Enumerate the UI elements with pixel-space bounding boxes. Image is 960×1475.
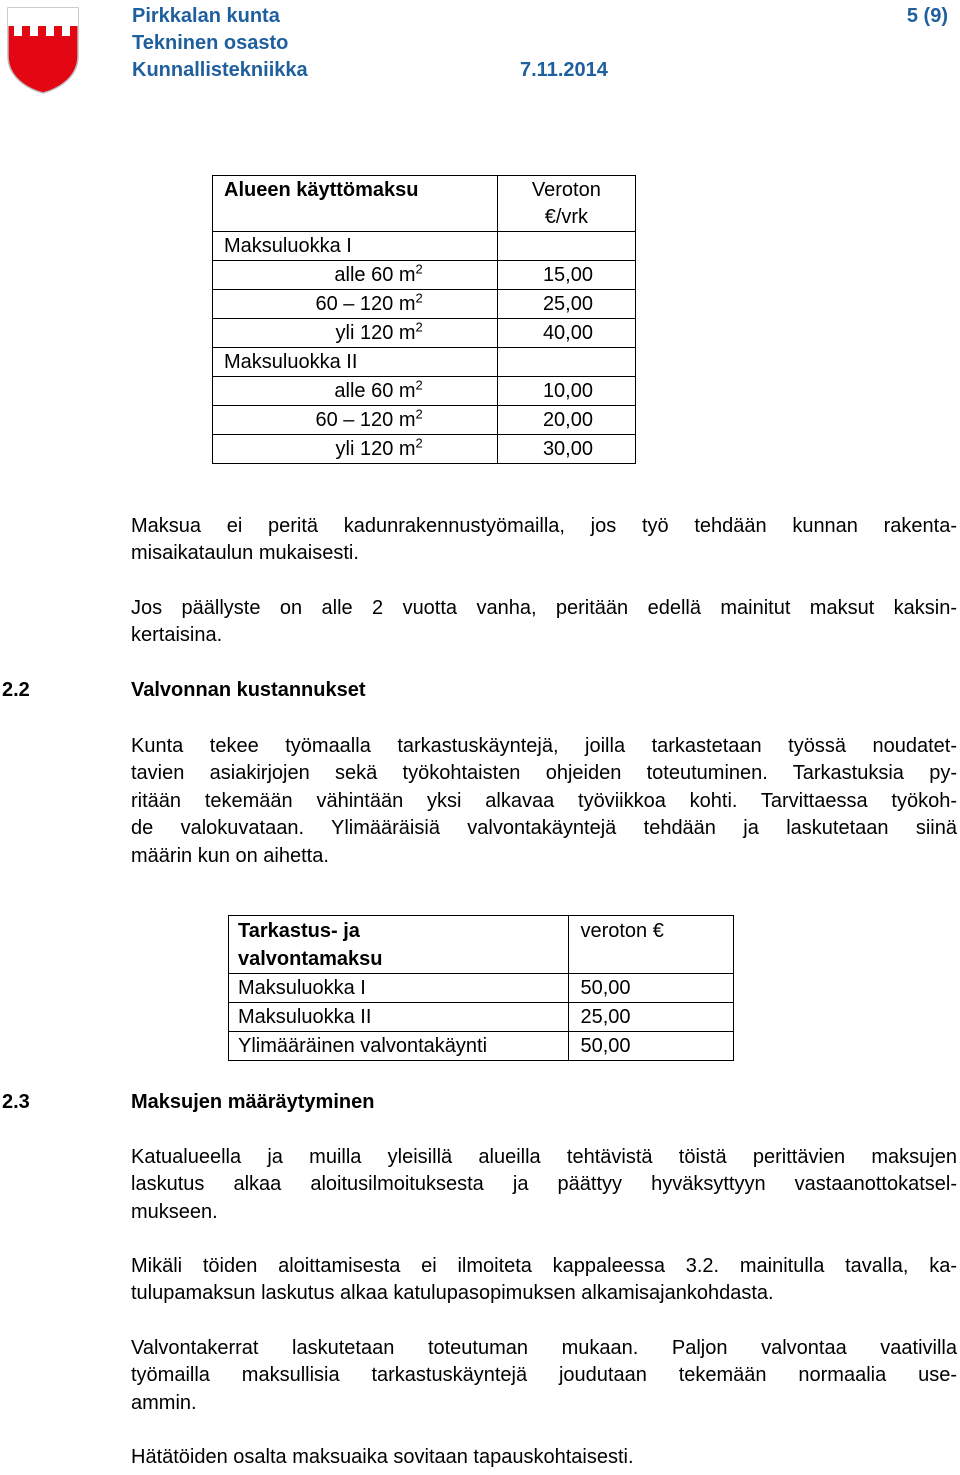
size-cell: 60 – 120 $m^2$: [213, 290, 498, 319]
table-header-unit: [497, 176, 635, 232]
empty-cell: [497, 232, 635, 261]
table-row: [229, 974, 734, 1003]
fee-value: 15,00: [497, 261, 635, 290]
area-fee-table: [212, 175, 636, 464]
table-header-row: [213, 176, 636, 232]
table-row: [213, 232, 636, 261]
paragraph-billing-start: Katualueella ja muilla yleisillä alueilla tehtävistä töistä perittävien maksujen laskutus alkaa aloitusilmoituksesta ja päättyy hyväksyttyyn vastaanottokatsel- mukseen.: [131, 1146, 957, 1223]
table-row: [229, 1032, 734, 1061]
document-date: 7.11.2014: [520, 59, 608, 81]
size-cell: alle 60 $m^2$: [213, 261, 498, 290]
size-cell: yli 120 $m^2$: [213, 435, 498, 464]
table-row: [213, 377, 636, 406]
fee-value: 20,00: [497, 406, 635, 435]
municipal-coat-of-arms-icon: [6, 6, 80, 94]
fee-class-label: Ylimääräinen valvontakäynti: [229, 1032, 569, 1061]
fee-value: 50,00: [569, 1032, 734, 1061]
supervision-fee-table: [228, 915, 734, 1061]
fee-value: 40,00: [497, 319, 635, 348]
size-cell: yli 120 $m^2$: [213, 319, 498, 348]
fee-value: 25,00: [569, 1003, 734, 1032]
table-row: [213, 406, 636, 435]
paragraph-fee-exemption: Maksua ei peritä kadunrakennustyömailla, jos työ tehdään kunnan rakenta- misaikataulun mukaisesti.: [131, 515, 957, 565]
table-row: [213, 261, 636, 290]
table-row: [229, 1003, 734, 1032]
paragraph-unnotified-start: Mikäli töiden aloittamisesta ei ilmoiteta kappaleessa 3.2. mainitulla tavalla, ka- tulupamaksun laskutus alkaa katulupasopimuksen alkamisajankohdasta.: [131, 1255, 957, 1305]
fee-value: 25,00: [497, 290, 635, 319]
page-number: 5 (9): [906, 5, 948, 27]
section-number: 2.2: [2, 679, 30, 701]
table-row: [213, 290, 636, 319]
table-header-label: Alueen käyttömaksu: [213, 176, 498, 232]
fee-value: 50,00: [569, 974, 734, 1003]
paragraph-supervision: Kunta tekee työmaalla tarkastuskäyntejä, joilla tarkastetaan työssä noudatet- tavien asiakirjojen sekä työkohtaisten ohjeiden toteutuminen. Tarkastuksia py- ritään tekemään vähintään yksi alkavaa työviikkoa kohti. Tarvittaessa työkoh- de valokuvataan. Ylimääräisiä valvontakäyntejä tehdään ja laskutetaan siinä määrin kun on aihetta.: [131, 735, 957, 867]
table-header-row: [229, 916, 734, 974]
header-unit-line2: €/vrk: [544, 206, 589, 228]
size-cell: 60 – 120 $m^2$: [213, 406, 498, 435]
section-title: Valvonnan kustannukset: [131, 679, 366, 701]
table-header-unit: veroton €: [569, 916, 734, 974]
paragraph-double-fee: Jos päällyste on alle 2 vuotta vanha, peritään edellä mainitut maksut kaksin- kertaisina.: [131, 597, 957, 647]
fee-class-label: Maksuluokka II: [213, 348, 498, 377]
department-name: Tekninen osasto: [132, 32, 289, 54]
size-cell: alle 60 $m^2$: [213, 377, 498, 406]
empty-cell: [497, 348, 635, 377]
fee-value: 10,00: [497, 377, 635, 406]
fee-value: 30,00: [497, 435, 635, 464]
paragraph-emergency-work: Hätätöiden osalta maksuaika sovitaan tapauskohtaisesti.: [131, 1446, 634, 1468]
fee-class-label: Maksuluokka I: [229, 974, 569, 1003]
unit-name: Kunnallistekniikka: [132, 59, 308, 81]
fee-class-label: Maksuluokka II: [229, 1003, 569, 1032]
table-header-label: Tarkastus- ja valvontamaksu: [229, 916, 569, 974]
table-row: [213, 435, 636, 464]
fee-class-label: Maksuluokka I: [213, 232, 498, 261]
table-row: [213, 348, 636, 377]
section-number: 2.3: [2, 1091, 30, 1113]
table-row: [213, 319, 636, 348]
section-title: Maksujen määräytyminen: [131, 1091, 375, 1113]
header-unit-line1: Veroton: [531, 179, 601, 201]
organization-name: Pirkkalan kunta: [132, 5, 280, 27]
paragraph-supervision-billing: Valvontakerrat laskutetaan toteutuman mukaan. Paljon valvontaa vaativilla työmailla maksullisia tarkastuskäyntejä joudutaan tekemään normaalia use- ammin.: [131, 1337, 957, 1414]
